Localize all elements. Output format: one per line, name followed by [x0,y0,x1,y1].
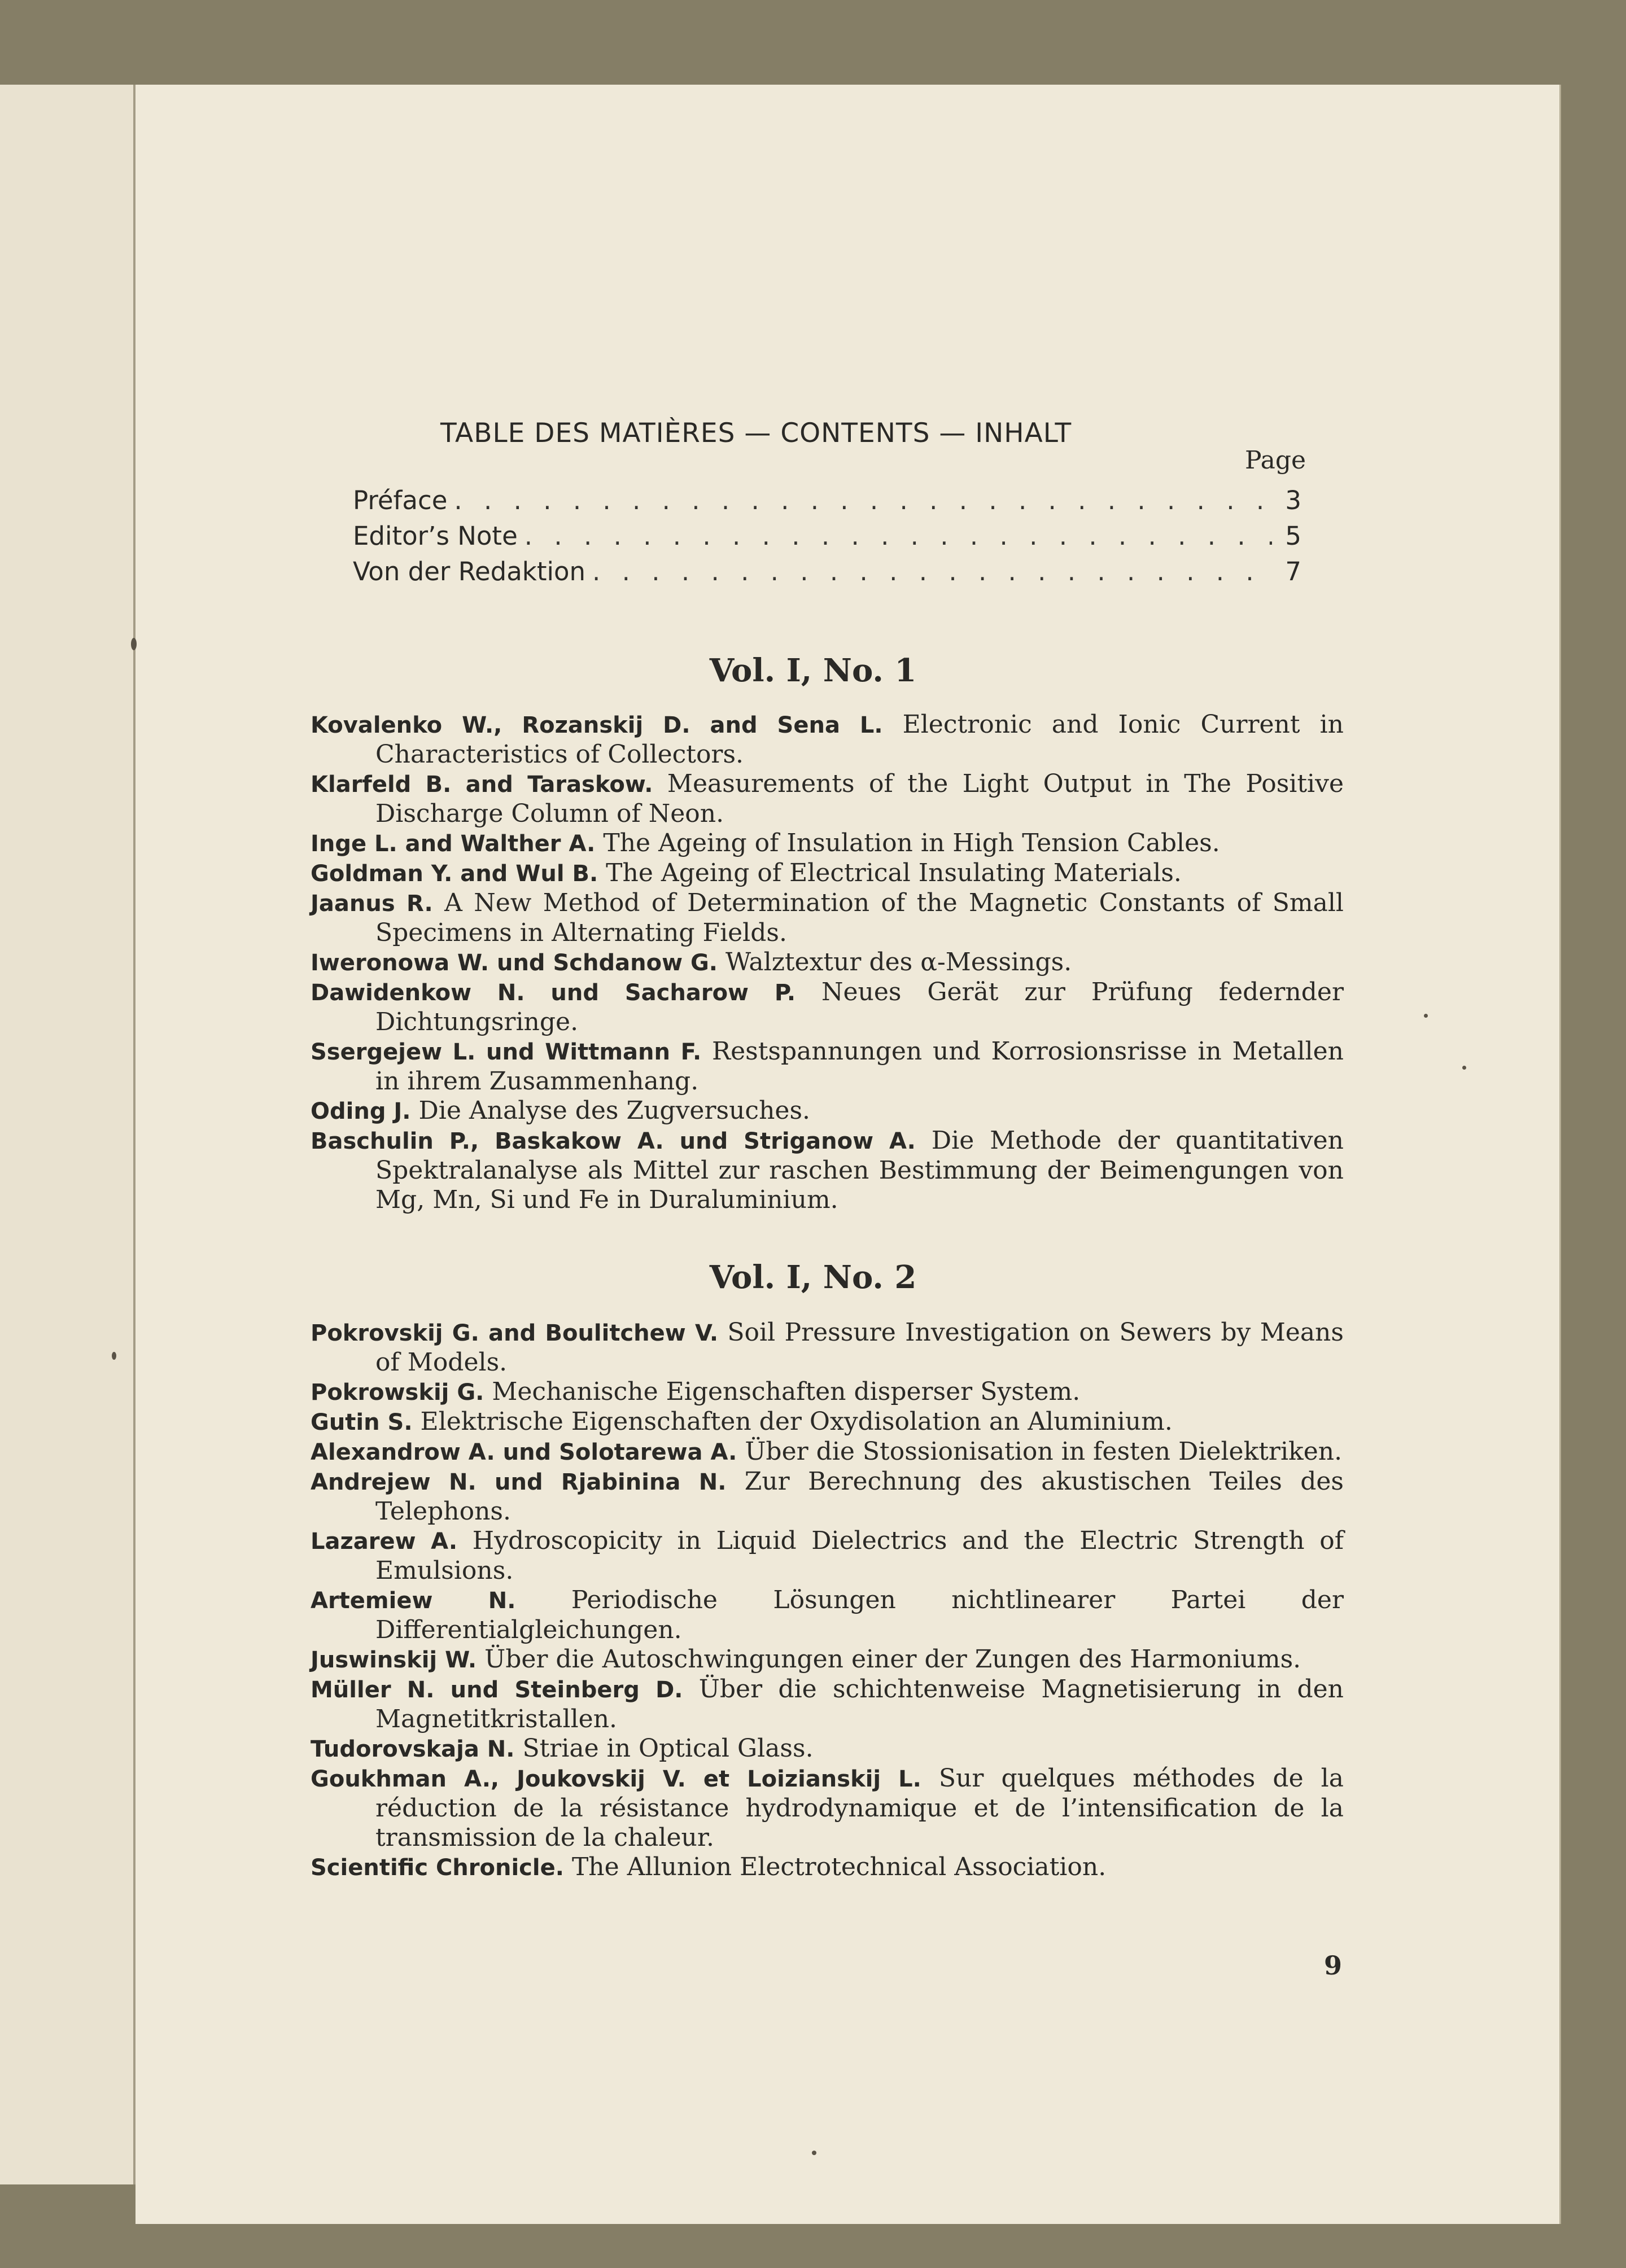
toc-entry [311,1645,1344,1675]
entry-title: Sur quelques méthodes de la réduction de la résistance hydrodynamique et de l’intensification de la transmission de la chaleur. [375,1764,1344,1852]
front-matter-title: Editor’s Note [353,521,518,551]
front-matter-row [353,521,1301,557]
entry-authors: Juswinskij W. [311,1647,477,1673]
toc-entry [311,1734,1344,1764]
entry-authors: Gutin S. [311,1409,413,1435]
dot-leader [592,557,1272,586]
front-matter-row [353,485,1301,521]
vol1-no1-entries [311,710,1344,1215]
entry-authors: Lazarew A. [311,1529,458,1555]
toc-entry [311,948,1344,978]
toc-entry [311,1437,1344,1467]
toc-entry [311,1675,1344,1734]
page-column-label: Page [1245,446,1306,475]
entry-title: Über die schichtenweise Magnetisierung in den Magnetitkristallen. [375,1675,1344,1733]
entry-authors: Dawidenkow N. und Sacharow P. [311,980,796,1006]
entry-authors: Tudorovskaja N. [311,1736,515,1762]
dot-leader [454,485,1272,515]
entry-authors: Andrejew N. und Rjabinina N. [311,1469,727,1495]
entry-authors: Scientific Chronicle. [311,1855,564,1881]
vol1-no2-entries [311,1318,1344,1882]
entry-title: Zur Berechnung des akustischen Teiles des Telephons. [375,1467,1344,1526]
entry-authors: Iweronowa W. und Schdanow G. [311,950,718,976]
entry-title: Die Analyse des Zugversuches. [418,1096,811,1125]
entry-authors: Goldman Y. and Wul B. [311,861,598,887]
front-matter-title: Von der Redaktion [353,557,586,586]
entry-title: Mechanische Eigenschaften disperser System. [492,1377,1081,1406]
margin-mark [1424,1014,1428,1018]
entry-authors: Ssergejew L. und Wittmann F. [311,1039,702,1065]
toc-entry [311,978,1344,1037]
margin-mark [112,1352,116,1360]
entry-title: Striae in Optical Glass. [522,1734,814,1763]
entry-title: A New Method of Determination of the Magnetic Constants of Small Specimens in Alternating Fields. [375,888,1344,947]
entry-authors: Pokrovskij G. and Boulitchew V. [311,1320,719,1346]
section-heading-vol1-no2: Vol. I, No. 2 [709,1259,917,1296]
toc-entry [311,710,1344,769]
entry-title: The Ageing of Insulation in High Tension Cables. [603,829,1220,857]
toc-entry [311,1467,1344,1526]
toc-entry [311,1037,1344,1096]
entry-authors: Pokrowskij G. [311,1380,484,1406]
toc-entry [311,1377,1344,1407]
front-matter-list [353,485,1301,592]
entry-title: Periodische Lösungen nichtlinearer Partei der Differentialgleichungen. [375,1586,1344,1644]
entry-authors: Goukhman A., Joukovskij V. et Loizianskij L. [311,1766,921,1792]
entry-title: Elektrische Eigenschaften der Oxydisolation an Aluminium. [420,1407,1173,1436]
entry-authors: Inge L. and Walther A. [311,831,596,857]
entry-authors: Jaanus R. [311,891,433,917]
entry-title: Walztextur des α-Messings. [725,948,1072,977]
toc-entry [311,829,1344,859]
margin-mark [812,2151,816,2155]
margin-mark [1462,1066,1466,1070]
toc-entry [311,769,1344,829]
front-matter-page: 5 [1285,521,1301,551]
toc-entry [311,1318,1344,1377]
left-page-edge [0,85,138,2184]
page-number: 9 [1324,1950,1343,1981]
entry-title: Über die Stossionisation in festen Dielektriken. [745,1437,1343,1466]
dot-leader [524,521,1272,551]
front-matter-row [353,557,1301,592]
toc-entry [311,1586,1344,1645]
page-spine [133,85,136,2184]
toc-entry [311,1853,1344,1882]
entry-title: Neues Gerät zur Prüfung federnder Dichtungsringe. [375,978,1344,1036]
entry-authors: Müller N. und Steinberg D. [311,1677,683,1703]
entry-authors: Baschulin P., Baskakow A. und Striganow A. [311,1128,916,1154]
toc-heading: TABLE DES MATIÈRES — CONTENTS — INHALT [440,418,1072,449]
margin-mark [131,638,137,650]
entry-authors: Oding J. [311,1098,411,1124]
toc-entry [311,1126,1344,1215]
front-matter-title: Préface [353,485,448,515]
front-matter-page: 3 [1285,485,1301,515]
entry-title: Measurements of the Light Output in The Positive Discharge Column of Neon. [375,769,1344,828]
entry-title: Die Methode der quantitativen Spektralanalyse als Mittel zur raschen Bestimmung der Beimengungen von Mg, Mn, Si und Fe in Duraluminium. [375,1126,1344,1214]
toc-entry [311,859,1344,888]
entry-title: The Ageing of Electrical Insulating Materials. [606,859,1182,887]
toc-entry [311,1096,1344,1126]
entry-title: Soil Pressure Investigation on Sewers by Means of Models. [375,1318,1344,1377]
entry-authors: Alexandrow A. und Solotarewa A. [311,1439,737,1465]
entry-authors: Artemiew N. [311,1588,516,1614]
toc-entry [311,1407,1344,1437]
entry-title: Über die Autoschwingungen einer der Zungen des Harmoniums. [484,1645,1301,1674]
entry-title: Electronic and Ionic Current in Characteristics of Collectors. [375,710,1344,769]
entry-authors: Klarfeld B. and Taraskow. [311,772,653,798]
entry-title: Hydroscopicity in Liquid Dielectrics and the Electric Strength of Emulsions. [375,1526,1344,1585]
toc-entry [311,1526,1344,1586]
entry-title: The Allunion Electrotechnical Association. [571,1853,1107,1881]
section-heading-vol1-no1: Vol. I, No. 1 [709,652,917,689]
entry-authors: Kovalenko W., Rozanskij D. and Sena L. [311,712,883,738]
toc-entry [311,1764,1344,1853]
entry-title: Restspannungen und Korrosionsrisse in Metallen in ihrem Zusammenhang. [375,1037,1344,1096]
toc-entry [311,888,1344,948]
front-matter-page: 7 [1285,557,1301,586]
